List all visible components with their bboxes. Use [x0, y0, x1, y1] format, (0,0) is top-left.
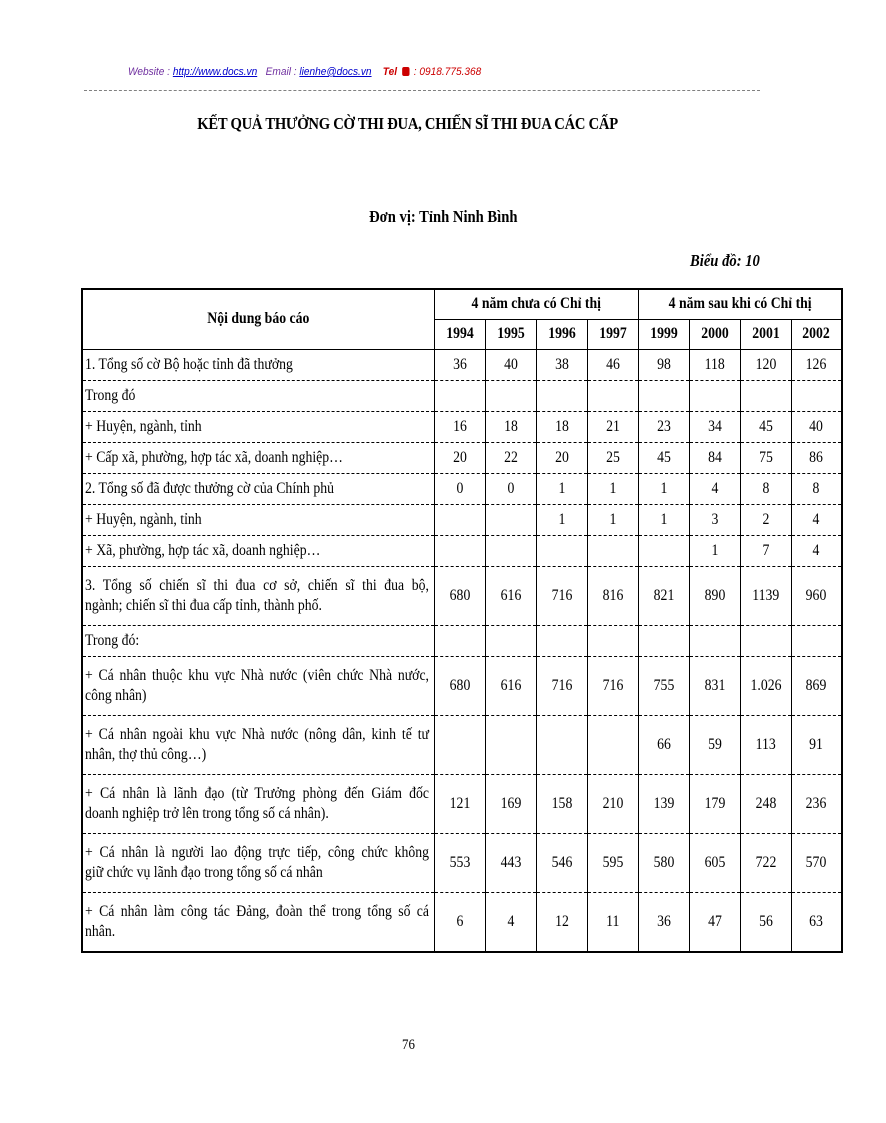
- row-label: Trong đó: [82, 380, 434, 411]
- table-cell: 580: [638, 833, 689, 892]
- table-cell: [434, 504, 485, 535]
- header-divider: [84, 90, 760, 91]
- table-cell: 1139: [740, 566, 791, 625]
- table-cell: [689, 625, 740, 656]
- table-cell: [791, 625, 842, 656]
- table-cell: 169: [485, 774, 536, 833]
- table-cell: 4: [689, 473, 740, 504]
- table-cell: 179: [689, 774, 740, 833]
- year-header: 1999: [638, 319, 689, 349]
- table-cell: [638, 380, 689, 411]
- year-header: 1994: [434, 319, 485, 349]
- table-cell: 45: [638, 442, 689, 473]
- table-row: [82, 380, 842, 411]
- table-row: [82, 349, 842, 380]
- table-cell: 680: [434, 656, 485, 715]
- table-cell: 816: [587, 566, 638, 625]
- table-row: [82, 892, 842, 952]
- table-cell: [638, 535, 689, 566]
- table-cell: 722: [740, 833, 791, 892]
- table-cell: 63: [791, 892, 842, 952]
- year-header: 2002: [791, 319, 842, 349]
- table-cell: 126: [791, 349, 842, 380]
- table-cell: [536, 535, 587, 566]
- table-cell: [689, 380, 740, 411]
- table-cell: 960: [791, 566, 842, 625]
- table-cell: 86: [791, 442, 842, 473]
- table-cell: 121: [434, 774, 485, 833]
- table-cell: 890: [689, 566, 740, 625]
- table-cell: 680: [434, 566, 485, 625]
- table-row: [82, 535, 842, 566]
- table-cell: 8: [791, 473, 842, 504]
- table-cell: 139: [638, 774, 689, 833]
- table-cell: 1: [638, 504, 689, 535]
- row-label: + Cá nhân ngoài khu vực Nhà nước (nông dân, kinh tế tư nhân, thợ thủ công…): [82, 715, 434, 774]
- row-label: + Xã, phường, hợp tác xã, doanh nghiệp…: [82, 535, 434, 566]
- group-header-before: 4 năm chưa có Chỉ thị: [434, 289, 638, 319]
- page-number: 76: [401, 1037, 415, 1053]
- site-header: [128, 66, 481, 78]
- table-cell: 3: [689, 504, 740, 535]
- year-header: 1995: [485, 319, 536, 349]
- table-row: [82, 504, 842, 535]
- table-row: [82, 625, 842, 656]
- year-header: 2001: [740, 319, 791, 349]
- table-cell: 91: [791, 715, 842, 774]
- table-cell: [485, 715, 536, 774]
- table-cell: 84: [689, 442, 740, 473]
- table-cell: 22: [485, 442, 536, 473]
- table-cell: 16: [434, 411, 485, 442]
- table-cell: 1: [536, 473, 587, 504]
- table-cell: 34: [689, 411, 740, 442]
- table-cell: [587, 535, 638, 566]
- table-cell: [434, 535, 485, 566]
- table-cell: 4: [485, 892, 536, 952]
- table-cell: 47: [689, 892, 740, 952]
- table-cell: 20: [536, 442, 587, 473]
- table-cell: [485, 504, 536, 535]
- row-label: 1. Tổng số cờ Bộ hoặc tỉnh đã thưởng: [82, 349, 434, 380]
- chart-number: Biểu đồ: 10: [690, 251, 760, 270]
- table-cell: 605: [689, 833, 740, 892]
- table-cell: 553: [434, 833, 485, 892]
- table-cell: 118: [689, 349, 740, 380]
- row-label: 3. Tổng số chiến sĩ thi đua cơ sở, chiến sĩ thi đua bộ, ngành; chiến sĩ thi đua cấp tỉnh, thành phố.: [82, 566, 434, 625]
- table-cell: [587, 625, 638, 656]
- table-cell: [740, 625, 791, 656]
- row-label: 2. Tổng số đã được thưởng cờ của Chính phủ: [82, 473, 434, 504]
- table-row: [82, 442, 842, 473]
- table-cell: 1: [536, 504, 587, 535]
- table-cell: 755: [638, 656, 689, 715]
- table-row: [82, 656, 842, 715]
- table-row: [82, 411, 842, 442]
- table-cell: 38: [536, 349, 587, 380]
- table-cell: 75: [740, 442, 791, 473]
- row-label: + Huyện, ngành, tỉnh: [82, 411, 434, 442]
- table-cell: 248: [740, 774, 791, 833]
- year-header: 2000: [689, 319, 740, 349]
- table-cell: 12: [536, 892, 587, 952]
- table-cell: 716: [587, 656, 638, 715]
- table-cell: 443: [485, 833, 536, 892]
- table-cell: 716: [536, 656, 587, 715]
- table-cell: [587, 380, 638, 411]
- table-cell: 210: [587, 774, 638, 833]
- report-table-wrapper: [81, 288, 831, 960]
- table-row: [82, 774, 842, 833]
- report-table: [81, 288, 843, 953]
- table-cell: 546: [536, 833, 587, 892]
- table-cell: 0: [485, 473, 536, 504]
- table-cell: 2: [740, 504, 791, 535]
- table-cell: 36: [638, 892, 689, 952]
- table-cell: 40: [485, 349, 536, 380]
- table-cell: 113: [740, 715, 791, 774]
- table-cell: 1: [689, 535, 740, 566]
- year-header: 1997: [587, 319, 638, 349]
- table-cell: 869: [791, 656, 842, 715]
- table-cell: 18: [536, 411, 587, 442]
- table-cell: 45: [740, 411, 791, 442]
- table-cell: 25: [587, 442, 638, 473]
- table-cell: 4: [791, 504, 842, 535]
- table-cell: 11: [587, 892, 638, 952]
- document-title: KẾT QUẢ THƯỞNG CỜ THI ĐUA, CHIẾN SĨ THI ĐUA CÁC CẤP: [197, 114, 619, 133]
- table-cell: [434, 715, 485, 774]
- table-cell: 21: [587, 411, 638, 442]
- table-cell: 20: [434, 442, 485, 473]
- phone-icon: [402, 67, 409, 76]
- table-cell: [485, 380, 536, 411]
- row-label: Trong đó:: [82, 625, 434, 656]
- table-cell: 98: [638, 349, 689, 380]
- row-label: + Cá nhân là lãnh đạo (từ Trưởng phòng đến Giám đốc doanh nghiệp trở lên trong tổng số cá nhân).: [82, 774, 434, 833]
- table-cell: [791, 380, 842, 411]
- table-cell: 1: [587, 473, 638, 504]
- table-cell: [587, 715, 638, 774]
- table-cell: 6: [434, 892, 485, 952]
- document-subtitle: Đơn vị: Tỉnh Ninh Bình: [368, 207, 518, 226]
- table-cell: 1: [638, 473, 689, 504]
- table-cell: 716: [536, 566, 587, 625]
- table-row: [82, 715, 842, 774]
- row-label: + Huyện, ngành, tỉnh: [82, 504, 434, 535]
- tel-label: Tel: [382, 66, 398, 78]
- row-label: + Cá nhân làm công tác Đảng, đoàn thể trong tổng số cá nhân.: [82, 892, 434, 952]
- table-cell: 18: [485, 411, 536, 442]
- email-link[interactable]: lienhe@docs.vn: [299, 66, 372, 78]
- tel-number: : 0918.775.368: [413, 66, 482, 78]
- table-cell: 831: [689, 656, 740, 715]
- table-cell: 595: [587, 833, 638, 892]
- table-cell: 821: [638, 566, 689, 625]
- table-cell: 616: [485, 566, 536, 625]
- row-label: + Cá nhân thuộc khu vực Nhà nước (viên chức Nhà nước, công nhân): [82, 656, 434, 715]
- table-cell: 23: [638, 411, 689, 442]
- table-cell: 36: [434, 349, 485, 380]
- table-cell: 1: [587, 504, 638, 535]
- row-label: + Cá nhân là người lao động trực tiếp, công chức không giữ chức vụ lãnh đạo trong tổng số cá nhân: [82, 833, 434, 892]
- table-cell: 158: [536, 774, 587, 833]
- table-cell: 120: [740, 349, 791, 380]
- table-cell: [536, 625, 587, 656]
- table-cell: [638, 625, 689, 656]
- table-row: [82, 566, 842, 625]
- table-cell: 46: [587, 349, 638, 380]
- year-header: 1996: [536, 319, 587, 349]
- table-cell: [434, 625, 485, 656]
- table-cell: 4: [791, 535, 842, 566]
- email-label: Email :: [265, 66, 297, 78]
- table-row: [82, 473, 842, 504]
- table-cell: [740, 380, 791, 411]
- col-header-content: Nội dung báo cáo: [82, 289, 434, 349]
- table-row: [82, 833, 842, 892]
- table-cell: 56: [740, 892, 791, 952]
- table-cell: 0: [434, 473, 485, 504]
- table-cell: 40: [791, 411, 842, 442]
- table-cell: 570: [791, 833, 842, 892]
- table-cell: 616: [485, 656, 536, 715]
- table-cell: [485, 625, 536, 656]
- website-label: Website :: [128, 66, 171, 78]
- table-cell: 59: [689, 715, 740, 774]
- table-cell: [536, 380, 587, 411]
- website-link[interactable]: http://www.docs.vn: [172, 66, 258, 78]
- table-cell: 236: [791, 774, 842, 833]
- group-header-after: 4 năm sau khi có Chỉ thị: [638, 289, 842, 319]
- table-cell: [485, 535, 536, 566]
- table-cell: 1.026: [740, 656, 791, 715]
- table-cell: 7: [740, 535, 791, 566]
- table-cell: [536, 715, 587, 774]
- table-cell: 66: [638, 715, 689, 774]
- table-cell: 8: [740, 473, 791, 504]
- row-label: + Cấp xã, phường, hợp tác xã, doanh nghiệp…: [82, 442, 434, 473]
- table-cell: [434, 380, 485, 411]
